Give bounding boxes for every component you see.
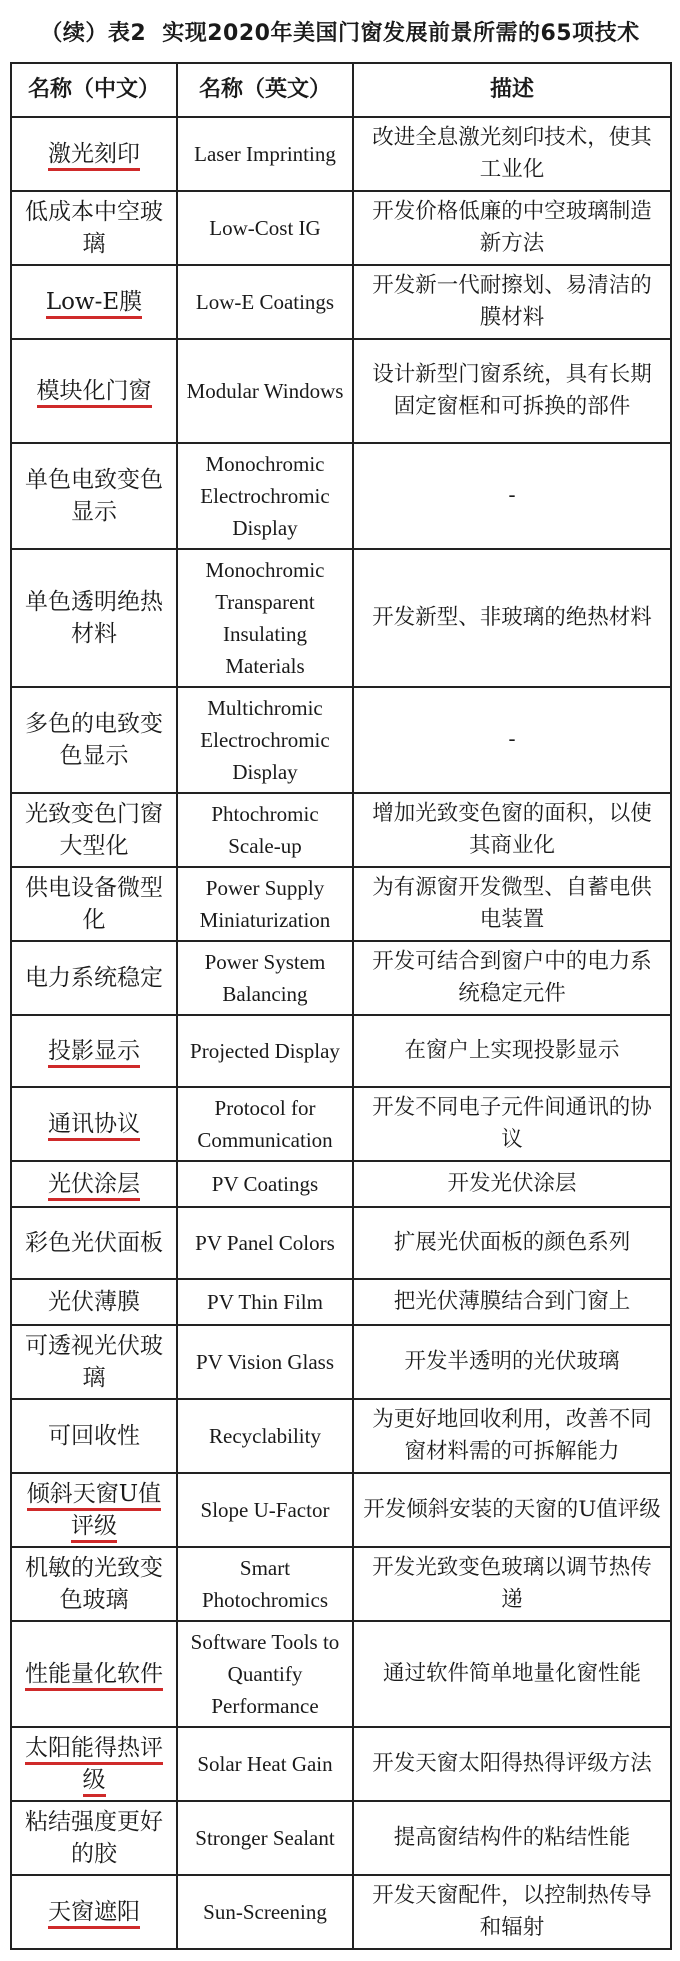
table-row (11, 867, 671, 941)
cell-chinese-name (11, 1161, 177, 1207)
cell-english-name: Phtochromic Scale-up (177, 793, 353, 867)
cell-english-name: Monochromic Electrochromic Display (177, 443, 353, 549)
cell-chinese-name (11, 191, 177, 265)
cell-chinese-name (11, 1801, 177, 1875)
chinese-name-text: 光伏薄膜 (48, 1289, 140, 1315)
table-row (11, 117, 671, 191)
cell-english-name: Power System Balancing (177, 941, 353, 1015)
chinese-name-text: 激光刻印 (48, 141, 140, 171)
cell-description: 把光伏薄膜结合到门窗上 (353, 1279, 671, 1325)
cell-english-name: Multichromic Electrochromic Display (177, 687, 353, 793)
cell-chinese-name (11, 265, 177, 339)
technology-table (10, 62, 672, 1950)
cell-description: - (353, 687, 671, 793)
cell-description: 为有源窗开发微型、自蓄电供电装置 (353, 867, 671, 941)
cell-chinese-name (11, 1015, 177, 1087)
cell-english-name: Slope U-Factor (177, 1473, 353, 1547)
table-row (11, 339, 671, 443)
cell-description: 开发倾斜安装的天窗的U值评级 (353, 1473, 671, 1547)
header-description: 描述 (353, 63, 671, 117)
table-caption (0, 0, 680, 62)
cell-english-name: Low-Cost IG (177, 191, 353, 265)
cell-description: 提高窗结构件的粘结性能 (353, 1801, 671, 1875)
table-row (11, 1875, 671, 1949)
table-row (11, 1325, 671, 1399)
cell-english-name: Recyclability (177, 1399, 353, 1473)
caption-title: 实现2020年美国门窗发展前景所需的65项技术 (162, 20, 640, 46)
cell-chinese-name (11, 1621, 177, 1727)
cell-chinese-name (11, 117, 177, 191)
table-row (11, 1207, 671, 1279)
cell-description: - (353, 443, 671, 549)
chinese-name-text: 机敏的光致变色玻璃 (25, 1555, 163, 1613)
table-row (11, 687, 671, 793)
cell-description: 为更好地回收利用，改善不同窗材料需的可拆解能力 (353, 1399, 671, 1473)
cell-english-name: Power Supply Miniaturization (177, 867, 353, 941)
table-row (11, 191, 671, 265)
table-row (11, 1727, 671, 1801)
cell-description: 改进全息激光刻印技术，使其工业化 (353, 117, 671, 191)
cell-chinese-name (11, 1087, 177, 1161)
chinese-name-text: 低成本中空玻璃 (25, 199, 163, 257)
cell-english-name: Solar Heat Gain (177, 1727, 353, 1801)
table-row (11, 1621, 671, 1727)
cell-description: 开发不同电子元件间通讯的协议 (353, 1087, 671, 1161)
cell-chinese-name (11, 793, 177, 867)
cell-description: 开发天窗配件，以控制热传导和辐射 (353, 1875, 671, 1949)
cell-chinese-name (11, 1473, 177, 1547)
chinese-name-text: 光致变色门窗大型化 (25, 801, 163, 859)
chinese-name-text: 电力系统稳定 (25, 965, 163, 991)
cell-english-name: Projected Display (177, 1015, 353, 1087)
cell-description: 开发天窗太阳得热得评级方法 (353, 1727, 671, 1801)
table-row (11, 1087, 671, 1161)
chinese-name-text: 倾斜天窗U值评级 (27, 1481, 161, 1543)
chinese-name-text: 供电设备微型化 (25, 875, 163, 933)
cell-chinese-name (11, 1279, 177, 1325)
caption-prefix: （续）表2 (40, 20, 147, 46)
chinese-name-text: 太阳能得热评级 (25, 1735, 163, 1797)
table-row (11, 1279, 671, 1325)
table-row (11, 1801, 671, 1875)
cell-english-name: Software Tools to Quantify Performance (177, 1621, 353, 1727)
cell-english-name: PV Panel Colors (177, 1207, 353, 1279)
chinese-name-text: 多色的电致变色显示 (25, 711, 163, 769)
cell-description: 通过软件简单地量化窗性能 (353, 1621, 671, 1727)
chinese-name-text: 粘结强度更好的胶 (25, 1809, 163, 1867)
cell-english-name: PV Thin Film (177, 1279, 353, 1325)
table-row (11, 1015, 671, 1087)
table-row (11, 793, 671, 867)
table-row (11, 1399, 671, 1473)
chinese-name-text: 可回收性 (48, 1423, 140, 1449)
cell-chinese-name (11, 1325, 177, 1399)
cell-chinese-name (11, 687, 177, 793)
cell-english-name: Smart Photochromics (177, 1547, 353, 1621)
cell-description: 开发光致变色玻璃以调节热传递 (353, 1547, 671, 1621)
cell-chinese-name (11, 1399, 177, 1473)
cell-chinese-name (11, 1207, 177, 1279)
header-chinese-name: 名称（中文） (11, 63, 177, 117)
cell-chinese-name (11, 443, 177, 549)
cell-chinese-name (11, 1547, 177, 1621)
cell-description: 开发新型、非玻璃的绝热材料 (353, 549, 671, 687)
cell-description: 扩展光伏面板的颜色系列 (353, 1207, 671, 1279)
chinese-name-text: 可透视光伏玻璃 (25, 1333, 163, 1391)
cell-english-name: Modular Windows (177, 339, 353, 443)
cell-chinese-name (11, 941, 177, 1015)
table-row (11, 443, 671, 549)
chinese-name-text: 模块化门窗 (37, 378, 152, 408)
cell-description: 开发可结合到窗户中的电力系统稳定元件 (353, 941, 671, 1015)
cell-english-name: Low-E Coatings (177, 265, 353, 339)
chinese-name-text: 投影显示 (48, 1038, 140, 1068)
table-row (11, 1473, 671, 1547)
table-header-row (11, 63, 671, 117)
chinese-name-text: 天窗遮阳 (48, 1899, 140, 1929)
cell-english-name: Protocol for Communication (177, 1087, 353, 1161)
cell-description: 增加光致变色窗的面积，以使其商业化 (353, 793, 671, 867)
chinese-name-text: 通讯协议 (48, 1111, 140, 1141)
cell-english-name: PV Vision Glass (177, 1325, 353, 1399)
chinese-name-text: 光伏涂层 (48, 1171, 140, 1201)
chinese-name-text: 单色电致变色显示 (25, 467, 163, 525)
table-row (11, 941, 671, 1015)
cell-chinese-name (11, 1875, 177, 1949)
cell-english-name: Stronger Sealant (177, 1801, 353, 1875)
cell-description: 开发半透明的光伏玻璃 (353, 1325, 671, 1399)
table-row (11, 1161, 671, 1207)
cell-chinese-name (11, 867, 177, 941)
cell-chinese-name (11, 1727, 177, 1801)
cell-description: 开发价格低廉的中空玻璃制造新方法 (353, 191, 671, 265)
table-row (11, 265, 671, 339)
chinese-name-text: 单色透明绝热材料 (25, 589, 163, 647)
cell-english-name: Sun-Screening (177, 1875, 353, 1949)
cell-chinese-name (11, 339, 177, 443)
cell-description: 开发光伏涂层 (353, 1161, 671, 1207)
cell-description: 在窗户上实现投影显示 (353, 1015, 671, 1087)
table-row (11, 1547, 671, 1621)
cell-description: 开发新一代耐擦划、易清洁的膜材料 (353, 265, 671, 339)
cell-english-name: PV Coatings (177, 1161, 353, 1207)
cell-english-name: Monochromic Transparent Insulating Materials (177, 549, 353, 687)
cell-chinese-name (11, 549, 177, 687)
chinese-name-text: 彩色光伏面板 (25, 1230, 163, 1256)
cell-description: 设计新型门窗系统，具有长期固定窗框和可拆换的部件 (353, 339, 671, 443)
table-row (11, 549, 671, 687)
header-english-name: 名称（英文） (177, 63, 353, 117)
chinese-name-text: Low-E膜 (46, 289, 142, 319)
chinese-name-text: 性能量化软件 (25, 1661, 163, 1691)
cell-english-name: Laser Imprinting (177, 117, 353, 191)
